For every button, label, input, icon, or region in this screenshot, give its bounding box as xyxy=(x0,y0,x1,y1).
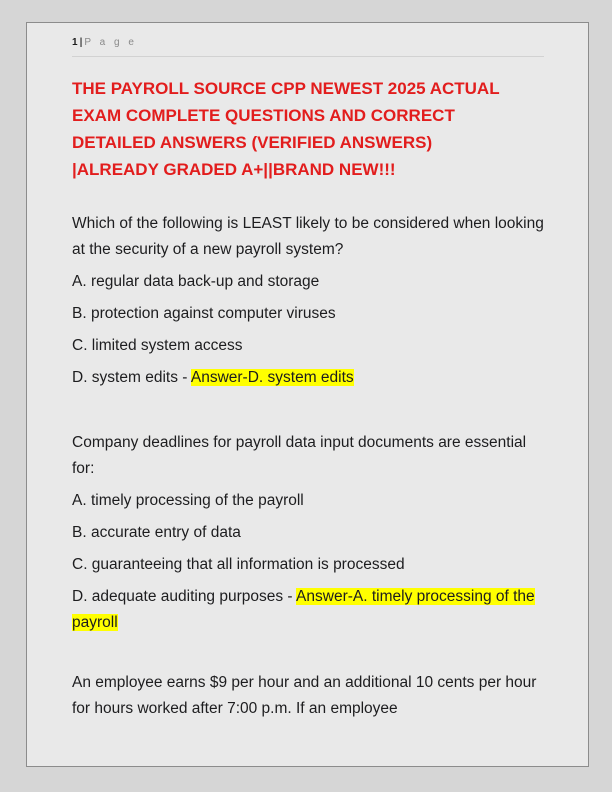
title-line: EXAM COMPLETE QUESTIONS AND CORRECT xyxy=(72,106,455,125)
option-d xyxy=(72,584,544,636)
document-title xyxy=(72,75,544,183)
option-a xyxy=(72,269,544,295)
option-d xyxy=(72,365,544,391)
option-text: C. guaranteeing that all information is processed xyxy=(72,556,405,573)
option-text: D. system edits - xyxy=(72,369,191,386)
title-line: DETAILED ANSWERS (VERIFIED ANSWERS) xyxy=(72,133,433,152)
page-number: 1 xyxy=(72,37,79,48)
option-a xyxy=(72,488,544,514)
question-text: An employee earns $9 per hour and an additional 10 cents per hour for hours worked after 7:00 p.m. If an employee xyxy=(72,674,537,717)
title-line: THE PAYROLL SOURCE CPP NEWEST 2025 ACTUAL xyxy=(72,79,500,98)
option-text: A. regular data back-up and storage xyxy=(72,273,320,290)
option-text: D. adequate auditing purposes - xyxy=(72,588,297,605)
option-c xyxy=(72,552,544,578)
answer-highlight: Answer-D. system edits xyxy=(190,369,354,386)
option-text: A. timely processing of the payroll xyxy=(72,492,304,509)
option-b xyxy=(72,301,544,327)
answer-highlight: Answer-A. timely processing of the payroll xyxy=(72,588,535,631)
page-label: P a g e xyxy=(84,37,137,48)
option-text: B. protection against computer viruses xyxy=(72,305,336,322)
header-separator: | xyxy=(79,37,83,48)
option-text: C. limited system access xyxy=(72,337,243,354)
question-text: Company deadlines for payroll data input documents are essential for: xyxy=(72,434,527,477)
option-b xyxy=(72,520,544,546)
title-line: |ALREADY GRADED A+||BRAND NEW!!! xyxy=(72,160,396,179)
option-text: B. accurate entry of data xyxy=(72,524,241,541)
page-header xyxy=(72,37,544,57)
document-page xyxy=(26,22,589,767)
option-c xyxy=(72,333,544,359)
question-text: Which of the following is LEAST likely to be considered when looking at the security of a new payroll system? xyxy=(72,215,544,258)
